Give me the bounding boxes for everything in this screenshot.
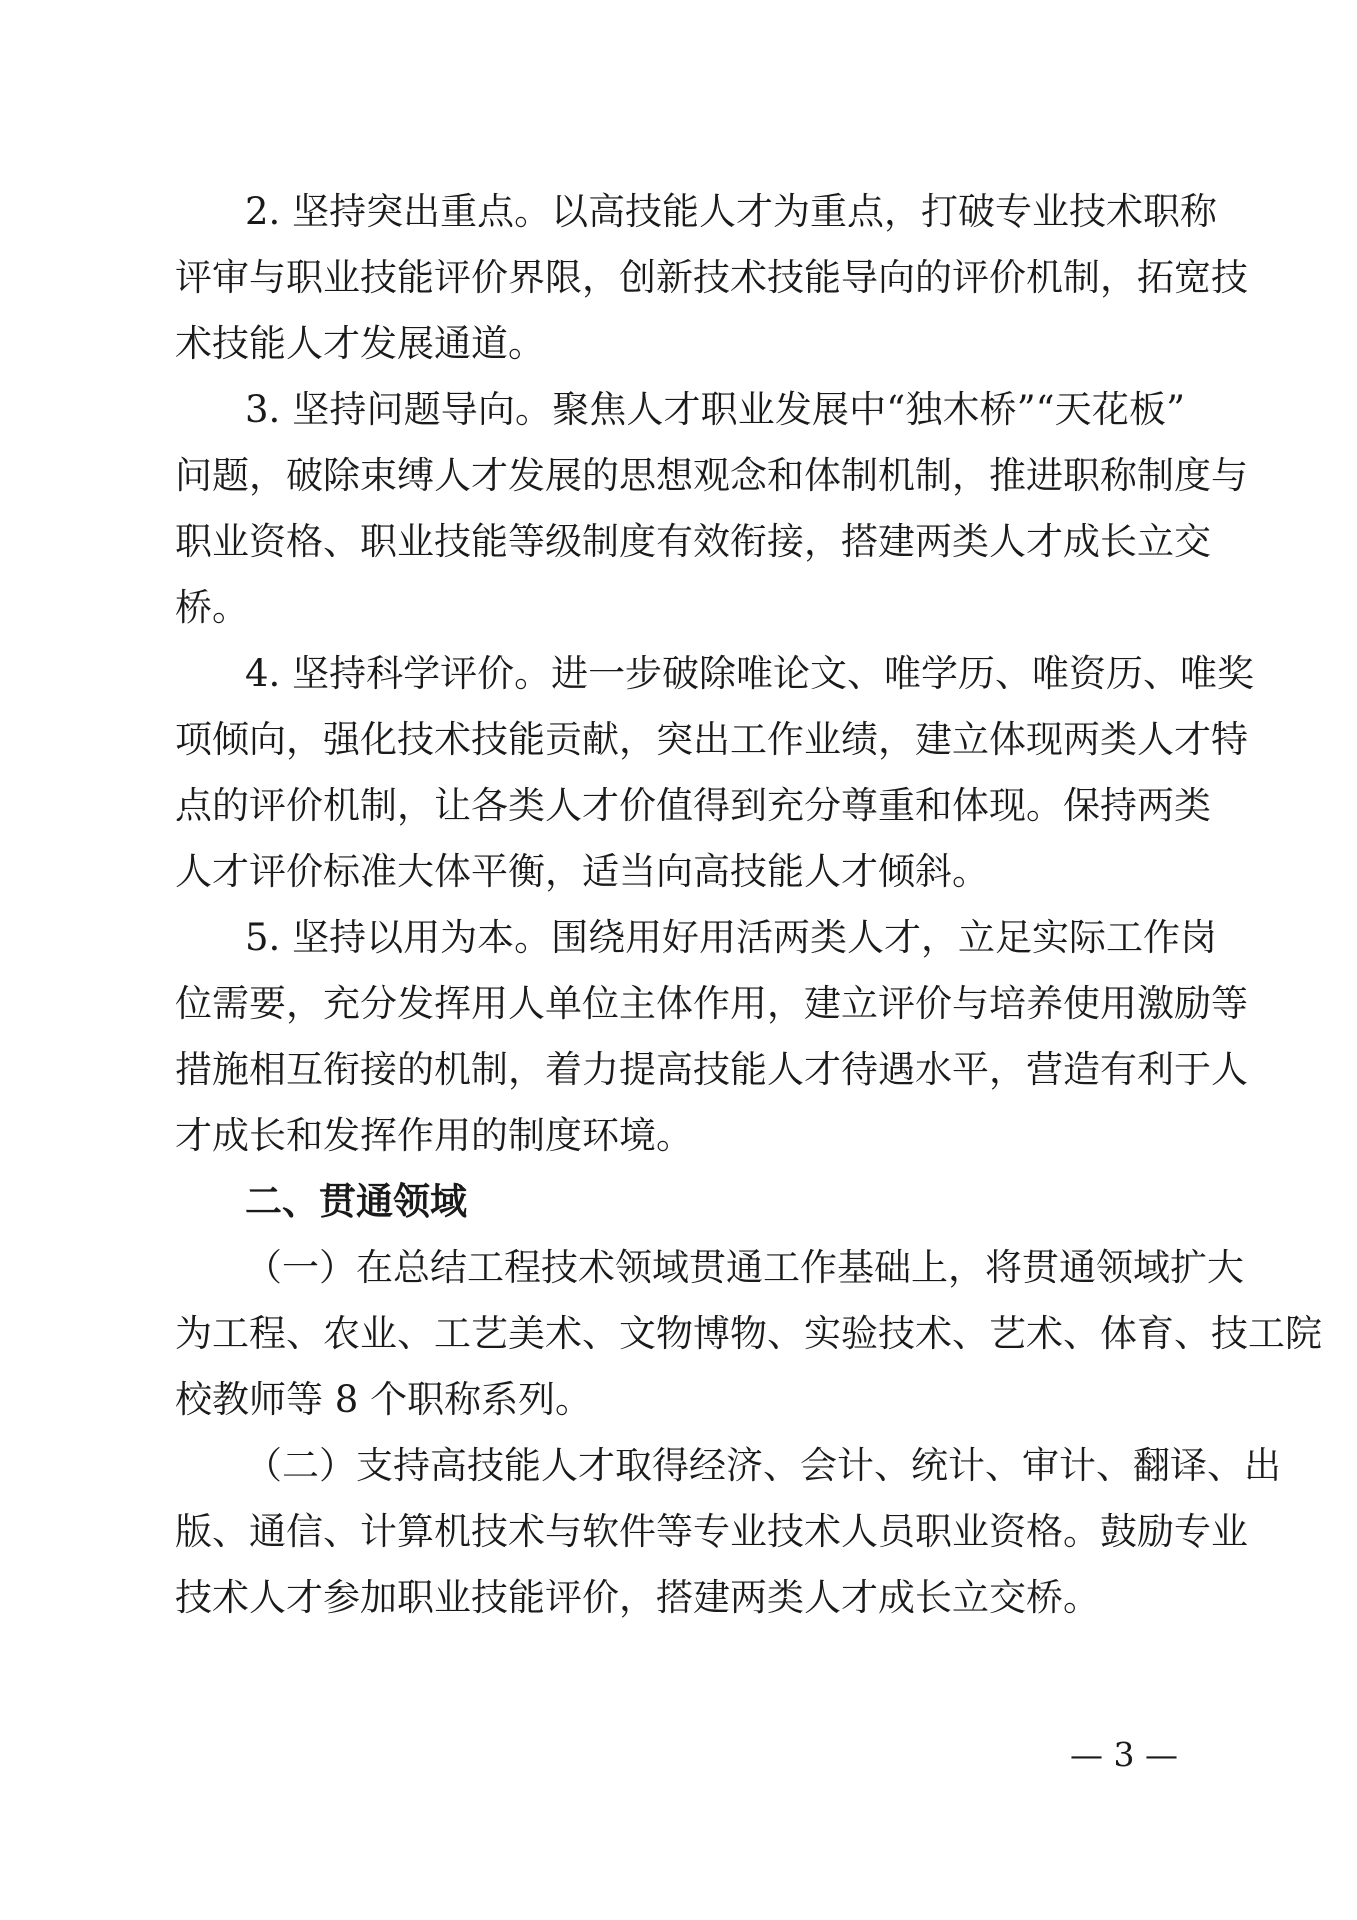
paragraph-line: 才成长和发挥作用的制度环境。 bbox=[175, 1114, 693, 1157]
paragraph-line: 桥。 bbox=[175, 586, 249, 629]
paragraph-line: 3. 坚持问题导向。聚焦人才职业发展中“独木桥”“天花板” bbox=[245, 388, 1185, 431]
paragraph-line: 位需要，充分发挥用人单位主体作用，建立评价与培养使用激励等 bbox=[175, 982, 1248, 1025]
section-heading: 二、贯通领域 bbox=[245, 1180, 467, 1223]
paragraph-line: 项倾向，强化技术技能贡献，突出工作业绩，建立体现两类人才特 bbox=[175, 718, 1248, 761]
page-number: — 3 — bbox=[1070, 1735, 1178, 1774]
paragraph-line: 人才评价标准大体平衡，适当向高技能人才倾斜。 bbox=[175, 850, 989, 893]
paragraph-line: 4. 坚持科学评价。进一步破除唯论文、唯学历、唯资历、唯奖 bbox=[245, 652, 1255, 695]
paragraph-line: 为工程、农业、工艺美术、文物博物、实验技术、艺术、体育、技工院 bbox=[175, 1312, 1322, 1355]
paragraph-line: 校教师等 8 个职称系列。 bbox=[175, 1378, 593, 1421]
paragraph-line: 2. 坚持突出重点。以高技能人才为重点，打破专业技术职称 bbox=[245, 190, 1218, 233]
paragraph-line: （二）支持高技能人才取得经济、会计、统计、审计、翻译、出 bbox=[245, 1444, 1281, 1487]
paragraph-line: 点的评价机制，让各类人才价值得到充分尊重和体现。保持两类 bbox=[175, 784, 1211, 827]
paragraph-line: 5. 坚持以用为本。围绕用好用活两类人才，立足实际工作岗 bbox=[245, 916, 1218, 959]
paragraph-line: （一）在总结工程技术领域贯通工作基础上，将贯通领域扩大 bbox=[245, 1246, 1244, 1289]
paragraph-line: 问题，破除束缚人才发展的思想观念和体制机制，推进职称制度与 bbox=[175, 454, 1248, 497]
paragraph-line: 技术人才参加职业技能评价，搭建两类人才成长立交桥。 bbox=[175, 1576, 1100, 1619]
paragraph-line: 职业资格、职业技能等级制度有效衔接，搭建两类人才成长立交 bbox=[175, 520, 1211, 563]
paragraph-line: 评审与职业技能评价界限，创新技术技能导向的评价机制，拓宽技 bbox=[175, 256, 1248, 299]
paragraph-line: 措施相互衔接的机制，着力提高技能人才待遇水平，营造有利于人 bbox=[175, 1048, 1248, 1091]
paragraph-line: 版、通信、计算机技术与软件等专业技术人员职业资格。鼓励专业 bbox=[175, 1510, 1248, 1553]
paragraph-line: 术技能人才发展通道。 bbox=[175, 322, 545, 365]
